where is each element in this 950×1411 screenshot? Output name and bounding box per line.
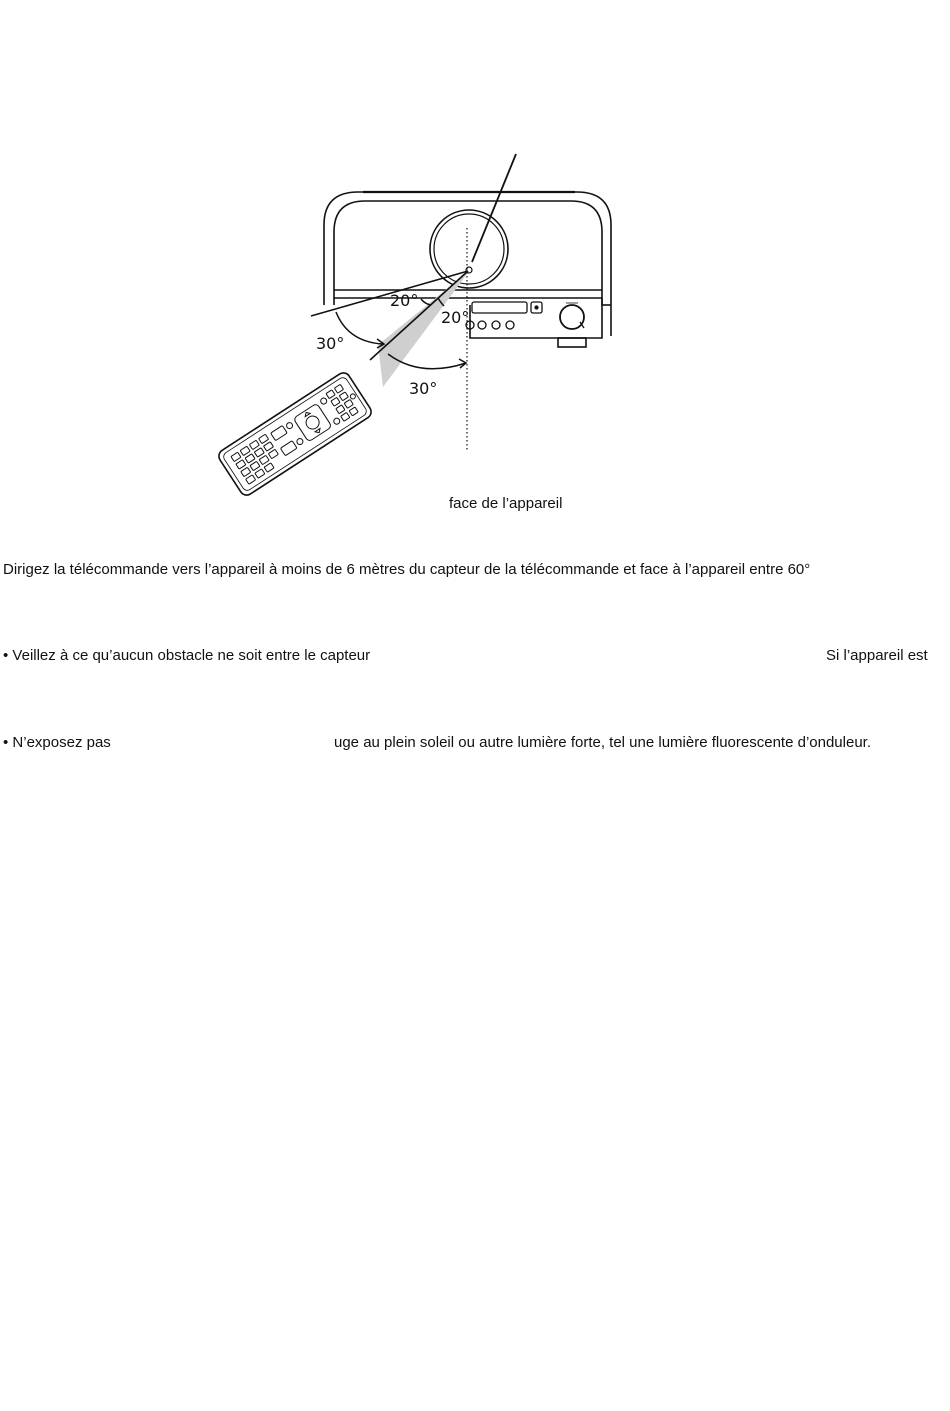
speaker-icon [430,210,508,288]
instruction-line-3-left: • N’exposez pas [3,734,111,751]
angle-label-top-right: 20° [441,308,470,327]
angle-label-top-left: 20° [390,291,419,310]
remote-angle-illustration [0,0,950,520]
angle-label-bottom-left: 30° [316,334,345,353]
instruction-line-3-right: uge au plein soleil ou autre lumière forte, tel une lumière fluorescente d’onduleur. [334,734,871,751]
front-controls [466,302,584,329]
instruction-line-2-left: • Veillez à ce qu’aucun obstacle ne soit entre le capteur [3,647,371,664]
sensor-pointer-line [472,154,516,262]
ir-beam [378,270,470,387]
angle-label-bottom-right: 30° [409,379,438,398]
diagram-caption: face de l’appareil [449,495,563,512]
instruction-line-2-right: Si l’appareil est [826,647,928,664]
remote-sensor-diagram [0,0,950,520]
instruction-line-1: Dirigez la télécommande vers l’appareil à moins de 6 mètres du capteur de la télécommande et face à l’appareil entre 60° [3,561,811,578]
remote-control-icon [216,370,373,497]
